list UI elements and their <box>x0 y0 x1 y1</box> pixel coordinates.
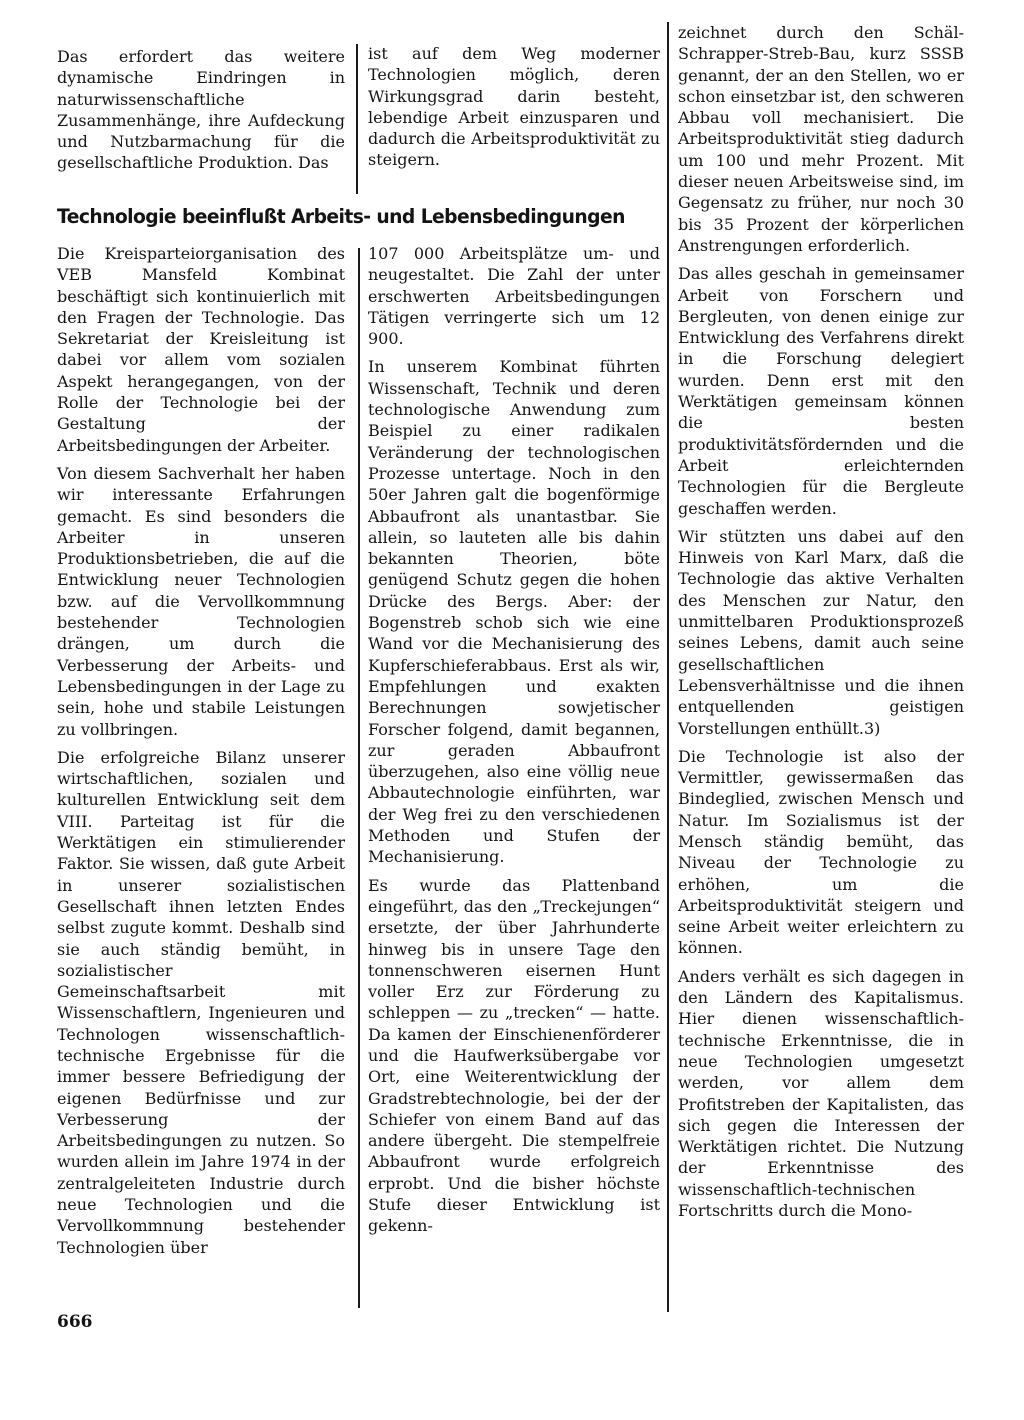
page-number: 666 <box>57 1312 93 1332</box>
section-heading: Technologie beeinflußt Arbeits- und Lebensbedingungen <box>57 205 625 228</box>
paragraph: zeichnet durch den Schäl-Schrapper-Streb-Bau, kurz SSSB genannt, der an den Stellen, wo er schon einsetzbar ist, den schweren Abbau voll mechanisiert. Die Arbeitsproduktivität stieg dadurch um 100 und mehr Prozent. Mit dieser neuen Arbeitsweise sind, im Gegensatz zu früher, nur noch 30 bis 35 Prozent der körperlichen Anstrengungen erforderlich. <box>678 23 964 255</box>
text-column-2 <box>368 243 660 1244</box>
paragraph: 107 000 Arbeitsplätze um- und neugestaltet. Die Zahl der unter erschwerten Arbeitsbedingungen Tätigen verringerte sich um 12 900. <box>368 244 660 349</box>
text-column-3 <box>678 22 964 1228</box>
intro-column-2 <box>368 43 660 178</box>
paragraph: Das alles geschah in gemeinsamer Arbeit von Forschern und Bergleuten, von denen einige zur Entwicklung des Verfahrens direkt in die Forschung delegiert wurden. Denn erst mit den Werktätigen gemeinsam können die besten produktivitätsfördernden und die Arbeit erleichternden Technologien für die Bergleute geschaffen werden. <box>678 264 964 518</box>
paragraph: Die erfolgreiche Bilanz unserer wirtschaftlichen, sozialen und kulturellen Entwicklung seit dem VIII. Parteitag ist für die Werktätigen ein stimulierender Faktor. Sie wissen, daß gute Arbeit in unserer sozialistischen Gesellschaft ihnen letzten Endes selbst zugute kommt. Deshalb sind sie auch ständig bemüht, in sozialistischer Gemeinschaftsarbeit mit Wissenschaftlern, Ingenieuren und Technologen wissenschaftlich-technische Ergebnisse für die immer bessere Befriedigung der eigenen Bedürfnisse und zur Verbesserung der Arbeitsbedingungen zu nutzen. So wurden allein im Jahre 1974 in der zentralgeleiteten Industrie durch neue Technologien und die Vervollkommnung bestehender Technologien über <box>57 747 345 1257</box>
paragraph: Es wurde das Plattenband eingeführt, das den „Treckejungen“ ersetzte, der über Jahrhunderte hinweg bis in unsere Tage den tonnenschweren eisernen Hunt voller Erz zur Förderung zu schleppen — zu „trecken“ — hatte. Da kamen der Einschienenförderer und die Haufwerksübergabe vor Ort, eine Weiterentwicklung der Gradstrebtechnologie, bei der der Schiefer von einem Band auf das andere übergeht. Die stempelfreie Abbaufront wurde erfolgreich erprobt. Und die bisher höchste Stufe dieser Entwicklung ist gekenn- <box>368 875 660 1236</box>
paragraph: Wir stützten uns dabei auf den Hinweis von Karl Marx, daß die Technologie das aktive Verhalten des Menschen zur Natur, den unmittelbaren Produktionsprozeß seines Lebens, damit auch seine gesellschaftlichen Lebensverhältnisse und die ihnen entquellenden geistigen Vorstellungen enthüllt.3) <box>678 526 964 738</box>
column-rule <box>667 22 669 1312</box>
paragraph: Die Technologie ist also der Vermittler, gewissermaßen das Bindeglied, zwischen Mensch und Natur. Im Sozialismus ist der Mensch ständig bemüht, das Niveau der Technologie zu erhöhen, um die Arbeitsproduktivität steigern und seine Arbeit weiter erleichtern zu können. <box>678 746 964 958</box>
intro-column-1 <box>57 46 345 181</box>
paragraph: Anders verhält es sich dagegen in den Ländern des Kapitalismus. Hier dienen wissenschaftlich-technische Erkenntnisse, die in neue Technologien umgesetzt werden, vor allem dem Profitstreben der Kapitalisten, das sich gegen die Interessen der Werktätigen richtet. Die Nutzung der Erkenntnisse des wissenschaftlich-technischen Fortschritts durch die Mono- <box>678 966 964 1221</box>
column-rule <box>356 44 358 194</box>
paragraph: Die Kreisparteiorganisation des VEB Mansfeld Kombinat beschäftigt sich kontinuierlich mit den Fragen der Technologie. Das Sekretariat der Kreisleitung ist dabei vor allem vom sozialen Aspekt herangegangen, von der Rolle der Technologie bei der Gestaltung der Arbeitsbedingungen der Arbeiter. <box>57 244 345 455</box>
text-column-1 <box>57 243 345 1265</box>
paragraph: ist auf dem Weg moderner Technologien möglich, deren Wirkungsgrad darin besteht, lebendige Arbeit einzusparen und dadurch die Arbeitsproduktivität zu steigern. <box>368 44 660 170</box>
paragraph: Das erfordert das weitere dynamische Eindringen in naturwissenschaftliche Zusammenhänge, ihre Aufdeckung und Nutzbarmachung für die gesellschaftliche Produktion. Das <box>57 47 345 173</box>
paragraph: Von diesem Sachverhalt her haben wir interessante Erfahrungen gemacht. Es sind besonders die Arbeiter in unseren Produktionsbetrieben, die auf die Entwicklung neuer Technologien bzw. auf die Vervollkommnung bestehender Technologien drängen, um durch die Verbesserung der Arbeits- und Lebensbedingungen in der Lage zu sein, hohe und stabile Leistungen zu vollbringen. <box>57 463 345 739</box>
column-rule <box>358 248 360 1308</box>
paragraph: In unserem Kombinat führten Wissenschaft, Technik und deren technologische Anwendung zum Beispiel zu einer radikalen Veränderung der technologischen Prozesse untertage. Noch in den 50er Jahren galt die bogenförmige Abbaufront als unantastbar. Sie allein, so lauteten alle bis dahin bekannten Theorien, böte genügend Schutz gegen die hohen Drücke des Bergs. Aber: der Bogenstreb schob sich wie eine Wand vor die Mechanisierung des Kupferschieferabbaus. Erst als wir, Empfehlungen und exakten Berechnungen sowjetischer Forscher folgend, damit begannen, zur geraden Abbaufront überzugehen, also eine völlig neue Abbautechnologie einführten, war der Weg frei zu den verschiedenen Methoden und Stufen der Mechanisierung. <box>368 357 660 867</box>
